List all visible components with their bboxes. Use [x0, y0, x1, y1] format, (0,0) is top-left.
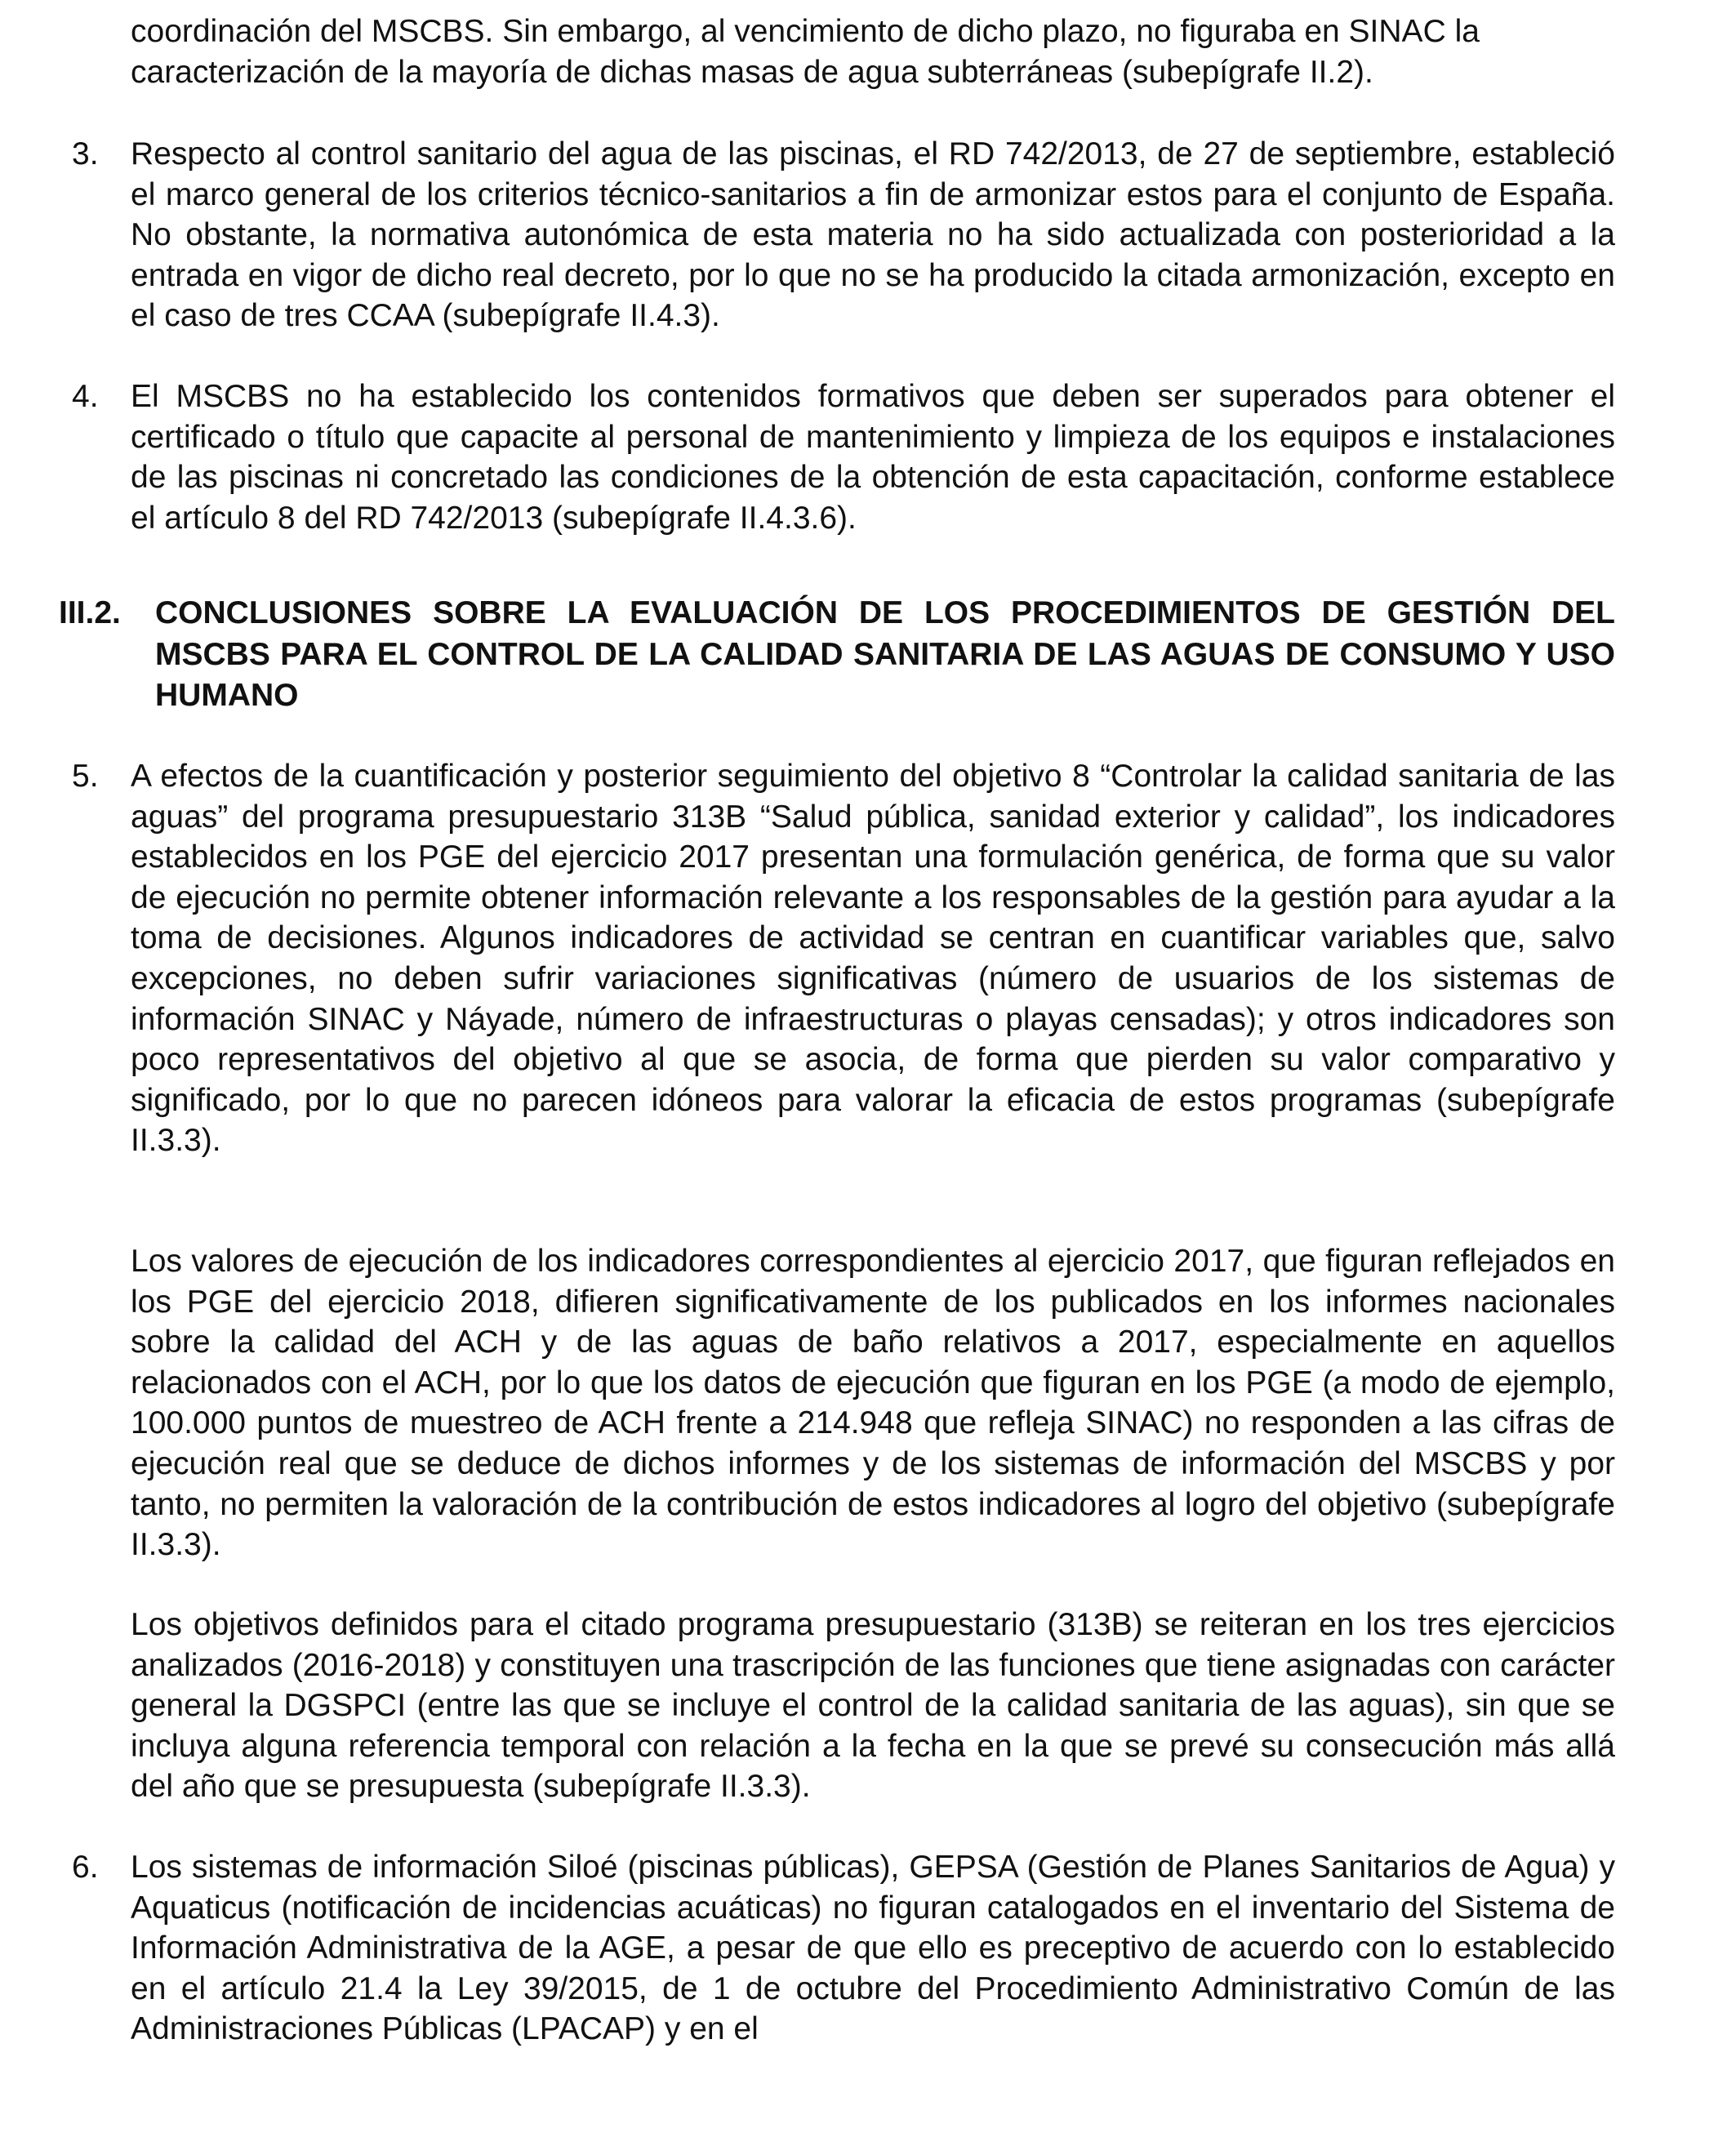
- item-3-paragraph: Respecto al control sanitario del agua de las piscinas, el RD 742/2013, de 27 de septiembre, estableció el marco general de los criterios técnico-sanitarios a fin de armonizar estos para el conjunto de España. No obstante, la normativa autonómica de esta materia no ha sido actualizada con posterioridad a la entrada en vigor de dicho real decreto, por lo que no se ha producido la citada armonización, excepto en el caso de tres CCAA (subepígrafe II.4.3).: [131, 136, 1615, 334]
- intro-paragraph: coordinación del MSCBS. Sin embargo, al vencimiento de dicho plazo, no figuraba en SINAC la caracterización de la mayoría de dichas masas de agua subterráneas (subepígrafe II.2).: [131, 14, 1480, 90]
- item-4-paragraph: El MSCBS no ha establecido los contenidos formativos que deben ser superados para obtener el certificado o título que capacite al personal de mantenimiento y limpieza de los equipos e instalaciones de las piscinas ni concretado las condiciones de la obtención de esta capacitación, conforme establece el artículo 8 del RD 742/2013 (subepígrafe II.4.3.6).: [131, 379, 1615, 536]
- item-3-number: 3.: [72, 136, 99, 171]
- item-5-number: 5.: [72, 759, 99, 794]
- section-title: CONCLUSIONES SOBRE LA EVALUACIÓN DE LOS PROCEDIMIENTOS DE GESTIÓN DEL MSCBS PARA EL CONTROL DE LA CALIDAD SANITARIA DE LAS AGUAS DE CONSUMO Y USO HUMANO: [155, 595, 1615, 713]
- item-5-paragraph-3: Los objetivos definidos para el citado programa presupuestario (313B) se reiteran en los tres ejercicios analizados (2016-2018) y constituyen una trascripción de las funciones que tiene asignadas con carácter general la DGSPCI (entre las que se incluye el control de la calidad sanitaria de las aguas), sin que se incluya alguna referencia temporal con relación a la fecha en la que se prevé su consecución más allá del año que se presupuesta (subepígrafe II.3.3).: [131, 1607, 1615, 1805]
- item-5-paragraph-1: A efectos de la cuantificación y posterior seguimiento del objetivo 8 “Controlar la calidad sanitaria de las aguas” del programa presupuestario 313B “Salud pública, sanidad exterior y calidad”, los indicadores establecidos en los PGE del ejercicio 2017 presentan una formulación genérica, de forma que su valor de ejecución no permite obtener información relevante a los responsables de la gestión para ayudar a la toma de decisiones. Algunos indicadores de actividad se centran en cuantificar variables que, salvo excepciones, no deben sufrir variaciones significativas (número de usuarios de los sistemas de información SINAC y Náyade, número de infraestructuras o playas censadas); y otros indicadores son poco representativos del objetivo al que se asocia, de forma que pierden su valor comparativo y significado, por lo que no parecen idóneos para valorar la eficacia de estos programas (subepígrafe II.3.3).: [131, 759, 1615, 1159]
- item-6-number: 6.: [72, 1850, 99, 1885]
- item-6-paragraph: Los sistemas de información Siloé (piscinas públicas), GEPSA (Gestión de Planes Sanitarios de Agua) y Aquaticus (notificación de incidencias acuáticas) no figuran catalogados en el inventario del Sistema de Información Administrativa de la AGE, a pesar de que ello es preceptivo de acuerdo con lo establecido en el artículo 21.4 la Ley 39/2015, de 1 de octubre del Procedimiento Administrativo Común de las Administraciones Públicas (LPACAP) y en el: [131, 1850, 1615, 2047]
- item-5-paragraph-2: Los valores de ejecución de los indicadores correspondientes al ejercicio 2017, que figuran reflejados en los PGE del ejercicio 2018, difieren significativamente de los publicados en los informes nacionales sobre la calidad del ACH y de las aguas de baño relativos a 2017, especialmente en aquellos relacionados con el ACH, por lo que los datos de ejecución que figuran en los PGE (a modo de ejemplo, 100.000 puntos de muestreo de ACH frente a 214.948 que refleja SINAC) no responden a las cifras de ejecución real que se deduce de dichos informes y de los sistemas de información del MSCBS y por tanto, no permiten la valoración de la contribución de estos indicadores al logro del objetivo (subepígrafe II.3.3).: [131, 1244, 1615, 1563]
- section-number: III.2.: [59, 595, 121, 630]
- item-4-number: 4.: [72, 379, 99, 414]
